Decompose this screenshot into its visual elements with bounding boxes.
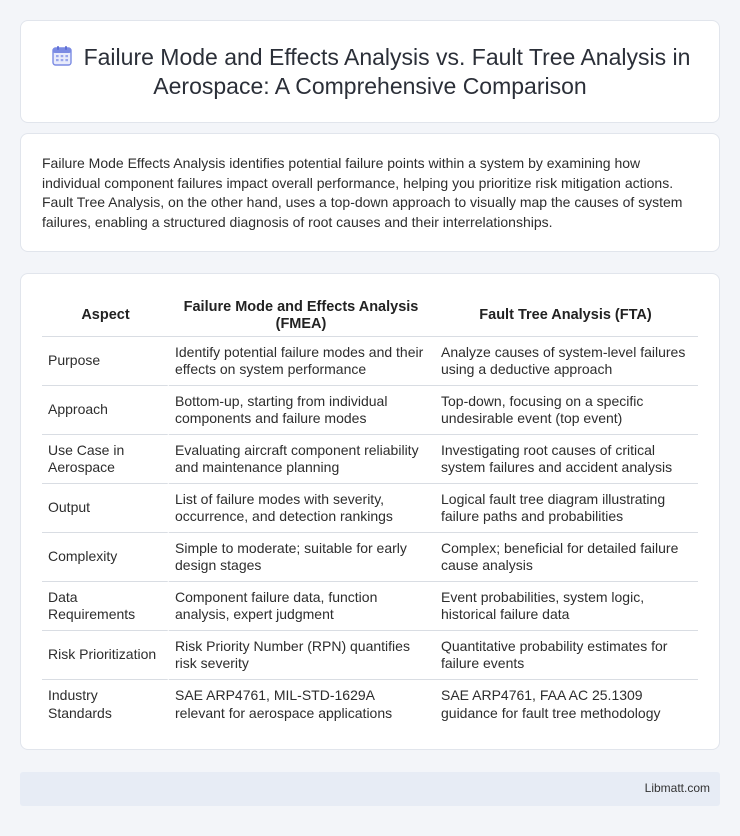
table-row <box>42 680 698 729</box>
row-fta: Investigating root causes of critical system failures and accident analysis <box>433 435 698 484</box>
row-aspect: Output <box>42 484 169 533</box>
footer-brand-link[interactable]: Libmatt.com <box>644 781 710 795</box>
row-fmea: SAE ARP4761, MIL-STD-1629A relevant for aerospace applications <box>175 687 393 721</box>
page-title-text: Failure Mode and Effects Analysis vs. Fault Tree Analysis in Aerospace: A Comprehensive Comparison <box>83 44 691 99</box>
comparison-table <box>42 295 698 729</box>
row-fta: Complex; beneficial for detailed failure cause analysis <box>433 533 698 582</box>
table-row <box>42 435 698 484</box>
row-aspect: Data Requirements <box>42 582 169 631</box>
table-row <box>42 337 698 386</box>
comparison-card <box>20 273 720 750</box>
row-fmea: Simple to moderate; suitable for early design stages <box>169 533 433 582</box>
table-header-row <box>42 295 698 337</box>
header-fta: Fault Tree Analysis (FTA) <box>433 295 698 337</box>
row-aspect: Risk Prioritization <box>42 631 169 680</box>
table-row <box>42 386 698 435</box>
row-aspect: Use Case in Aerospace <box>42 435 169 484</box>
page-title <box>21 43 719 101</box>
header-fmea: Failure Mode and Effects Analysis (FMEA) <box>169 295 433 337</box>
row-fmea: Risk Priority Number (RPN) quantifies risk severity <box>169 631 433 680</box>
row-fta: Quantitative probability estimates for failure events <box>433 631 698 680</box>
row-aspect: Industry Standards <box>42 680 169 729</box>
row-fta: Top-down, focusing on a specific undesirable event (top event) <box>433 386 698 435</box>
intro-card <box>20 133 720 252</box>
row-fta: SAE ARP4761, FAA AC 25.1309 guidance for fault tree methodology <box>441 687 661 721</box>
row-aspect: Complexity <box>42 533 169 582</box>
row-fmea: Component failure data, function analysis, expert judgment <box>169 582 433 631</box>
table-row <box>42 631 698 680</box>
row-fmea: Identify potential failure modes and their effects on system performance <box>169 337 433 386</box>
table-row <box>42 484 698 533</box>
table-row <box>42 582 698 631</box>
row-fta: Analyze causes of system-level failures using a deductive approach <box>433 337 698 386</box>
intro-paragraph: Failure Mode Effects Analysis identifies potential failure points within a system by examining how individual component failures impact overall performance, helping you prioritize risk mitigation actions. Fault Tree Analysis, on the other hand, uses a top-down approach to visually map the causes of system failures, enabling a structured diagnosis of root causes and their interrelationships. <box>42 155 683 230</box>
title-card <box>20 20 720 123</box>
row-aspect: Purpose <box>42 337 169 386</box>
row-fmea: Bottom-up, starting from individual components and failure modes <box>169 386 433 435</box>
footer-bar <box>20 772 720 806</box>
row-fmea: Evaluating aircraft component reliability and maintenance planning <box>169 435 433 484</box>
table-row <box>42 533 698 582</box>
calendar-icon <box>50 44 74 68</box>
row-fmea: List of failure modes with severity, occurrence, and detection rankings <box>169 484 433 533</box>
row-aspect: Approach <box>42 386 169 435</box>
header-aspect: Aspect <box>42 295 169 337</box>
row-fta: Logical fault tree diagram illustrating failure paths and probabilities <box>433 484 698 533</box>
row-fta: Event probabilities, system logic, historical failure data <box>433 582 698 631</box>
